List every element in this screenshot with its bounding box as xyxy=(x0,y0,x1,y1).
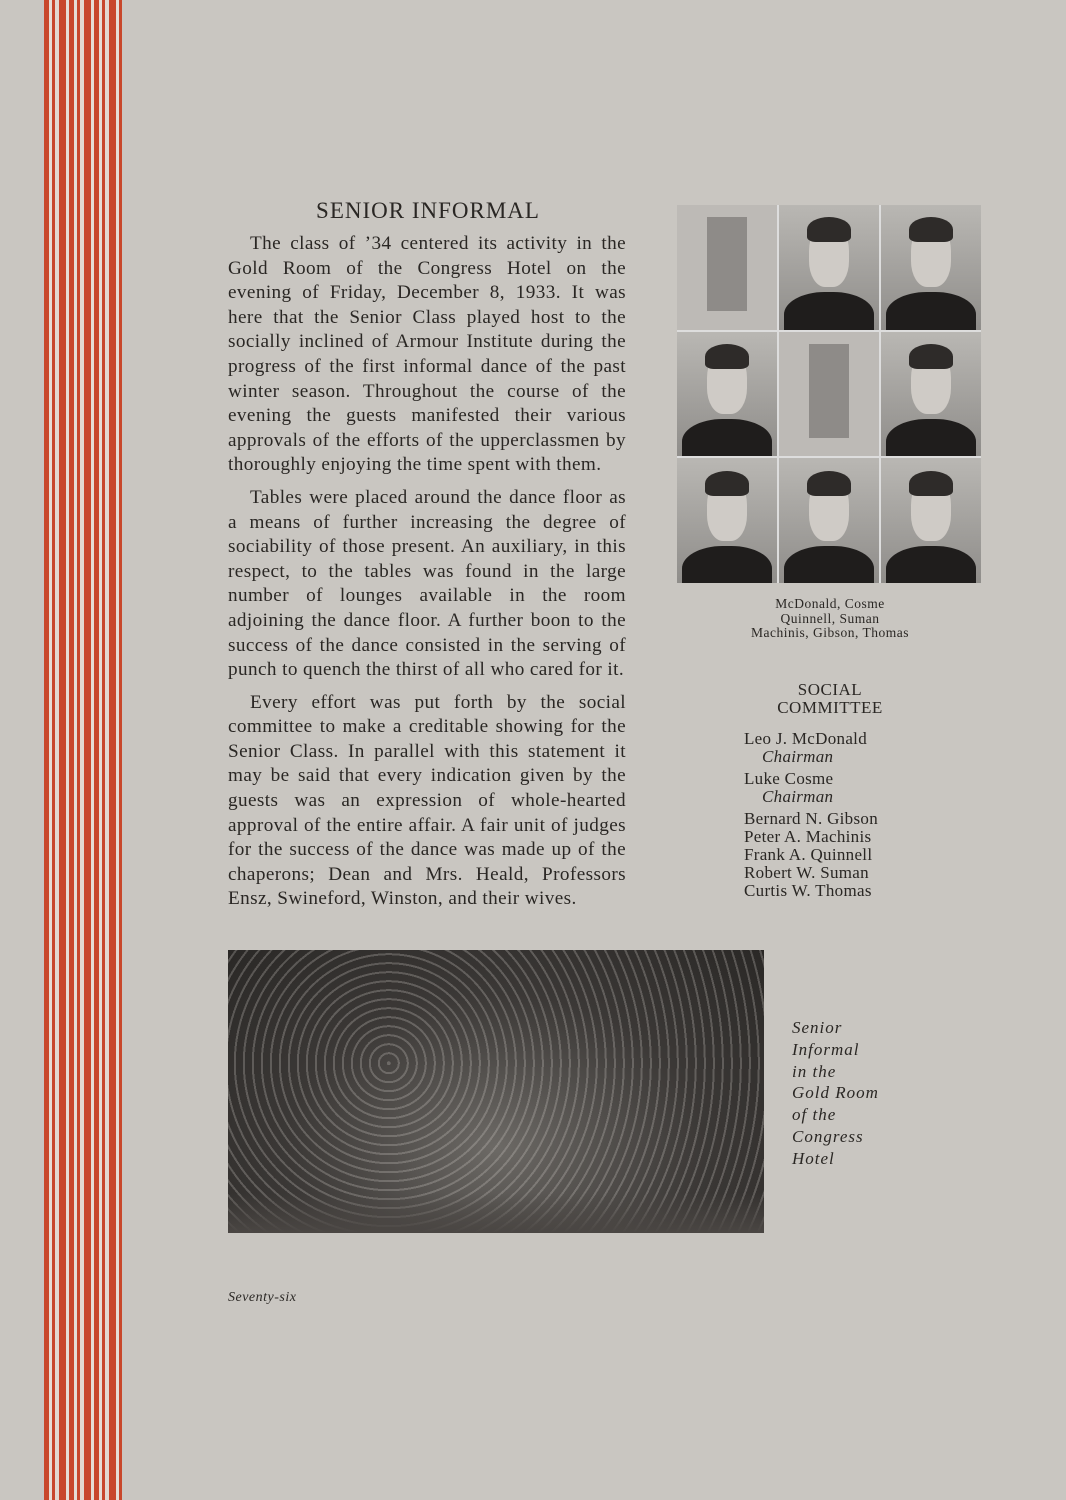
member-name: Robert W. Suman xyxy=(744,863,869,882)
committee-list xyxy=(744,726,878,900)
member xyxy=(744,810,878,900)
caption-line: Informal xyxy=(792,1039,860,1059)
page-title: SENIOR INFORMAL xyxy=(316,198,540,223)
paragraph: Every effort was put forth by the social committee to make a creditable showing for the Senior Class. In parallel with this statement it may be said that every indication given by the guests was an expression of whole-hearted approval of the entire affair. A fair unit of judges for the success of the dance was made up of the chaperons; Dean and Mrs. Heald, Professors Ensz, Swineford, Winston, and their wives. xyxy=(228,691,626,910)
portrait-caption xyxy=(730,597,930,641)
member-name: Peter A. Machinis xyxy=(744,827,872,846)
member-role: Chairman xyxy=(762,747,834,766)
caption-line: Gold Room xyxy=(792,1083,879,1103)
committee-heading xyxy=(740,681,920,717)
caption-line: of the xyxy=(792,1105,837,1125)
portrait-photo xyxy=(779,458,879,583)
heading-line: SOCIAL xyxy=(797,680,863,699)
heading-line: COMMITTEE xyxy=(777,698,883,717)
portrait-photo xyxy=(881,332,981,457)
member-name: Frank A. Quinnell xyxy=(744,845,873,864)
portrait-photo xyxy=(881,458,981,583)
paragraph: The class of ’34 centered its activity in the Gold Room of the Congress Hotel on the evening of Friday, December 8, 1933. It was here that the Senior Class played host to the socially inclined of Armour Institute during the progress of the first informal dance of the past winter season. Throughout the course of the evening the guests manifested their various approvals of the efforts of the upperclassmen by thoroughly enjoying the time spent with them. xyxy=(228,233,626,476)
portrait-photo xyxy=(677,458,777,583)
member-name: Bernard N. Gibson xyxy=(744,809,878,828)
caption-line: Senior xyxy=(792,1018,843,1037)
caption-line: Hotel xyxy=(792,1148,835,1168)
dance-crowd-photo xyxy=(228,950,764,1233)
caption-line: in the xyxy=(792,1061,837,1081)
portrait-photo xyxy=(779,205,879,330)
page-number: Seventy-six xyxy=(228,1290,297,1305)
portrait-grid xyxy=(677,205,981,583)
portrait-blank xyxy=(779,332,879,457)
paragraph: Tables were placed around the dance floor as a means of further increasing the degree of sociability of those present. An auxiliary, in this respect, to the tables was found in the large number of lounges available in the room adjoining the dance floor. A further boon to the success of the dance consisted in the serving of punch to quench the thirst of all who cared for it. xyxy=(228,486,626,681)
photo-caption xyxy=(792,1017,879,1170)
caption-line: Congress xyxy=(792,1126,864,1146)
portrait-blank xyxy=(677,205,777,330)
portrait-photo xyxy=(677,332,777,457)
member-name: Luke Cosme xyxy=(744,769,834,788)
caption-line: Quinnell, Suman xyxy=(780,610,880,626)
member-role: Chairman xyxy=(762,787,834,806)
caption-line: Machinis, Gibson, Thomas xyxy=(751,625,909,640)
caption-line: McDonald, Cosme xyxy=(775,596,885,611)
member xyxy=(744,730,878,766)
portrait-photo xyxy=(881,205,981,330)
member xyxy=(744,770,878,806)
article-body xyxy=(228,232,626,920)
decorative-stripe-border xyxy=(44,0,122,1500)
member-name: Leo J. McDonald xyxy=(744,729,868,748)
member-name: Curtis W. Thomas xyxy=(744,881,872,900)
